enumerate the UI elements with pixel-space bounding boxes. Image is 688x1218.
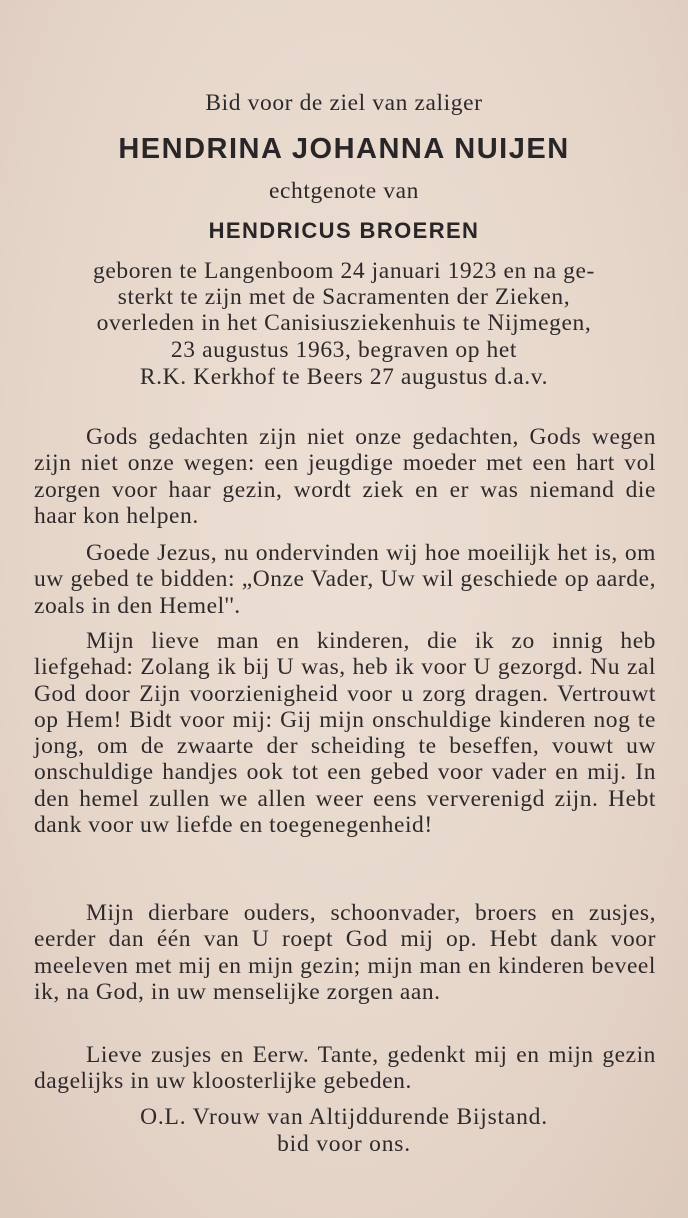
intro-line: Bid voor de ziel van zaliger bbox=[205, 90, 483, 116]
biography-line: geboren te Langenboom 24 januari 1923 en na ge- bbox=[93, 258, 595, 284]
biography-line: sterkt te zijn met de Sacramenten der Zieken, bbox=[117, 284, 571, 310]
paragraph-parents: Mijn dierbare ouders, schoonvader, broers en zusjes, eerder dan één van U roept God mij op. Hebt dank voor meeleven met mij en mijn gezin; mijn man en kinderen beveel ik, na God, in uw menselijke zorgen aan. bbox=[34, 900, 656, 1005]
paragraph-prayer: Goede Jezus, nu ondervinden wij hoe moeilijk het is, om uw gebed te bidden: „Onze Vader, Uw wil geschiede op aarde, zoals in den Hemel''. bbox=[34, 540, 656, 619]
relation-line: echtgenote van bbox=[269, 178, 419, 204]
paragraph-family: Mijn lieve man en kinderen, die ik zo innig heb liefgehad: Zolang ik bij U was, heb ik voor U gezorgd. Nu zal God door Zijn voorzienigheid voor u zorg dragen. Vertrouwt op Hem! Bidt voor mij: Gij mijn onschuldige kinderen nog te jong, om de zwaarte der scheiding te beseffen, vouwt uw onschuldige handjes ook tot een gebed voor vader en mij. In den hemel zullen we allen weer eens ververenigd zijn. Hebt dank voor uw liefde en toegenegenheid! bbox=[34, 628, 656, 839]
paragraph-sisters: Lieve zusjes en Eerw. Tante, gedenkt mij en mijn gezin dagelijks in uw kloosterlijke gebeden. bbox=[34, 1042, 656, 1095]
biography-line: overleden in het Canisiusziekenhuis te Nijmegen, bbox=[96, 310, 592, 336]
deceased-name: HENDRINA JOHANNA NUIJEN bbox=[118, 133, 570, 165]
spouse-name: HENDRICUS BROEREN bbox=[208, 218, 480, 243]
biography-line: 23 augustus 1963, begraven op het bbox=[170, 337, 518, 363]
closing-invocation: O.L. Vrouw van Altijddurende Bijstand. bbox=[140, 1104, 548, 1130]
biography-line: R.K. Kerkhof te Beers 27 augustus d.a.v. bbox=[139, 364, 549, 390]
closing-prayer: bid voor ons. bbox=[277, 1131, 411, 1157]
paragraph-providence: Gods gedachten zijn niet onze gedachten, Gods wegen zijn niet onze wegen: een jeugdige moeder met een hart vol zorgen voor haar gezin, wordt ziek en er was niemand die haar kon helpen. bbox=[34, 424, 656, 529]
